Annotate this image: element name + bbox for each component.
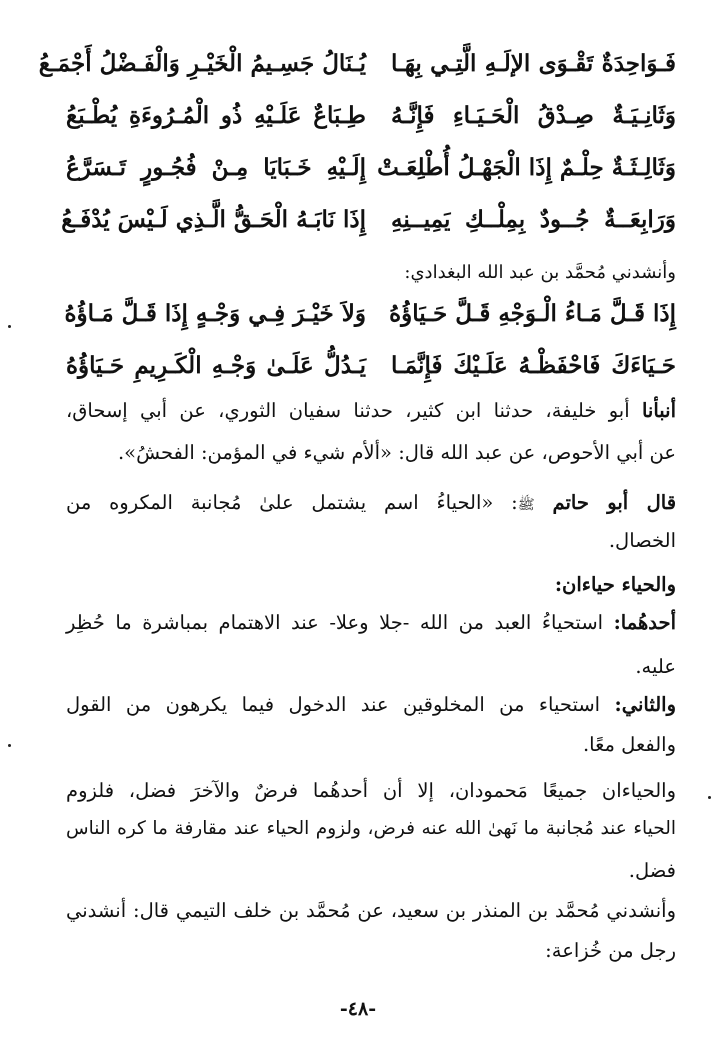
- paragraph-recitation-line-2: رجل من خُزاعة:: [545, 939, 676, 962]
- margin-speck: [8, 325, 11, 328]
- verse: [66, 94, 676, 142]
- section-heading: والحياء حياءان:: [554, 573, 676, 596]
- paragraph-recitation-line-1: وأنشدني مُحمَّد بن المنذر بن سعيد، عن مُحمَّد بن خلف التيمي قال: أنشدني: [66, 899, 676, 922]
- paragraph-second-line-2: والفعل معًا.: [582, 733, 676, 756]
- paragraph-both-line-3: فضل.: [628, 859, 676, 882]
- hemistich-first: فَـوَاحِدَةٌ تَقْـوَى الإلَـهِ الَّتِـي بِهَـا: [391, 50, 676, 77]
- paragraph-both-line-1: والحياءان جميعًا مَحمودان، إلا أن أحدهُما فرضٌ والآخرَ فضل، فلزوم: [66, 779, 676, 802]
- hemistich-second: يُـنَالُ جَسِـيمُ الْخَيْـرِ وَالْفَـضْلُ أَجْمَـعُ: [38, 50, 366, 77]
- text-run: أبو خليفة، حدثنا ابن كثير، حدثنا سفيان الثوري، عن أبي إسحاق،: [66, 399, 642, 422]
- margin-speck: [708, 796, 711, 799]
- hemistich-second: طِـبَاعٌ عَلَـيْهِ ذُو الْمُـرُوءَةِ يُطْـبَعُ: [66, 102, 366, 129]
- poem-2: [66, 292, 676, 392]
- paragraph-abu-hatim-line-1: [66, 484, 676, 524]
- poem-1: [38, 42, 676, 246]
- verse: [38, 42, 676, 90]
- paragraph-first-line-2: عليه.: [635, 655, 676, 678]
- margin-speck: [8, 744, 11, 747]
- paragraph-hadith-line-2: عن أبي الأحوص، عن عبد الله قال: «ألأم شيء في المؤمن: الفحشُ».: [117, 441, 676, 464]
- text-run: استحياءُ العبد من الله -جلا وعلا- عند الاهتمام بمباشرة ما حُظِر: [66, 611, 614, 634]
- hemistich-second: إِذَا نَابَـهُ الْحَـقُّ الَّـذِي لَـيْسَ يُدْفَـعُ: [61, 206, 366, 233]
- verse: [66, 344, 676, 392]
- paragraph-both-line-2: الحياء عند مُجانبة ما نَهىٰ الله عنه فرض، ولزوم الحياء عند مقارفة ما كره الناس: [66, 818, 676, 839]
- paragraph-first-line-1: [66, 604, 676, 642]
- hemistich-first: حَـيَاءَكَ فَاحْفَظْـهُ عَلَـيْكَ فَإِنَّمَـا: [391, 352, 676, 379]
- honorific-glyph: ﷺ: [517, 497, 535, 513]
- lead-word: أنبأنا: [641, 399, 676, 422]
- verse: [66, 146, 676, 194]
- lead-word: أحدهُما:: [613, 611, 676, 634]
- hemistich-first: وَثَالِـثَـةٌ حِلْـمٌ إِذَا الْجَهْـلُ أُطْلِعَـتْ: [377, 154, 676, 181]
- lead-word: قال أبو حاتم: [552, 491, 677, 514]
- verse: [61, 198, 676, 246]
- hemistich-first: وَثَانِـيَـةٌ صِـدْقُ الْحَـيَـاءِ فَإِنَّـهُ: [391, 102, 676, 129]
- hemistich-first: وَرَابِعَــةٌ جُــودٌ بِمِلْــكِ يَمِيــنِهِ: [391, 206, 676, 233]
- text-run: : «الحياءُ اسم يشتمل علىٰ مُجانبة المكروه من: [66, 491, 518, 514]
- paragraph-abu-hatim-line-2: الخصال.: [608, 529, 676, 552]
- hemistich-second: يَـدُلُّ عَلَـىٰ وَجْـهِ الْكَـرِيمِ حَـيَاؤُهُ: [66, 352, 366, 379]
- hemistich-second: إِلَـيْهِ خَـبَايَا مِـنْ فُجُـورٍ تَـسَرَّعُ: [66, 154, 366, 181]
- hemistich-second: وَلاَ خَيْـرَ فِـي وَجْـهٍ إِذَا قَـلَّ مَـاؤُهُ: [64, 300, 366, 327]
- paragraph-hadith-line-1: [66, 392, 676, 430]
- lead-word: والثاني:: [614, 693, 676, 716]
- text-run: استحياء من المخلوقين عند الدخول فيما يكرهون من القول: [66, 693, 615, 716]
- paragraph-second-line-1: [66, 686, 676, 724]
- poem-2-intro: وأنشدني مُحمَّد بن عبد الله البغدادي:: [404, 262, 676, 283]
- verse: [66, 292, 676, 340]
- hemistich-first: إِذَا قَـلَّ مَـاءُ الْـوَجْهِ قَـلَّ حَـيَاؤُهُ: [389, 300, 676, 327]
- page-number: -٤٨-: [339, 998, 377, 1020]
